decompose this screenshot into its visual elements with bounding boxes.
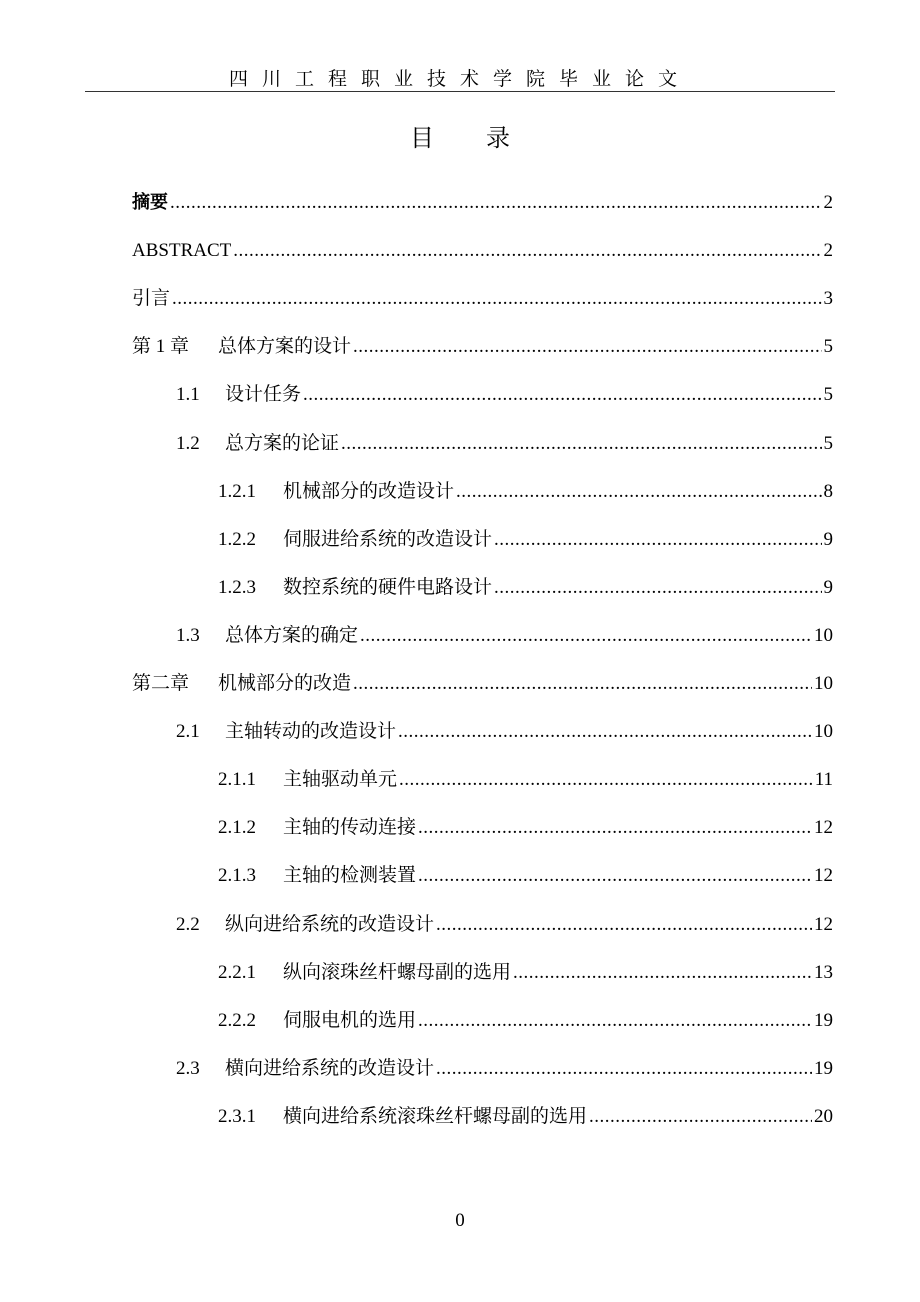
page-number: 0	[455, 1210, 465, 1231]
toc-entry-page: 5	[823, 432, 833, 454]
dot-leader	[494, 575, 821, 601]
toc-entry-page: 9	[823, 528, 833, 550]
toc-entry[interactable]	[218, 575, 833, 601]
toc-entry-title: 主轴的传动连接	[283, 817, 417, 839]
dot-leader	[494, 527, 821, 553]
dot-leader	[456, 479, 821, 505]
dot-leader	[436, 912, 812, 938]
toc-entry[interactable]	[176, 719, 833, 745]
title-char-1: 目	[410, 124, 434, 152]
dot-leader	[418, 863, 812, 889]
toc-entry[interactable]	[176, 382, 833, 408]
toc-entry-title: 主轴驱动单元	[283, 769, 398, 791]
toc-entry-number: 1.2.2	[218, 528, 256, 550]
toc-entry-title: 伺服进给系统的改造设计	[283, 528, 493, 550]
toc-entry-number: 1.3	[176, 624, 200, 646]
toc-entry-page: 19	[814, 1057, 833, 1079]
toc-entry-title: 横向进给系统滚珠丝杆螺母副的选用	[283, 1105, 588, 1127]
toc-entry[interactable]	[132, 286, 833, 312]
toc-entry-page: 10	[814, 721, 833, 743]
header-rule	[85, 91, 835, 92]
toc-entry-page: 10	[814, 673, 833, 694]
toc-entry-title: 总体方案的确定	[225, 624, 359, 646]
toc-entry[interactable]	[132, 334, 833, 360]
toc-entry-title: 机械部分的改造设计	[283, 480, 455, 502]
toc-entry-page: 3	[823, 288, 833, 310]
toc-entry[interactable]	[132, 238, 833, 264]
toc-entry-title: 机械部分的改造	[218, 673, 352, 694]
toc-entry[interactable]	[218, 960, 833, 986]
toc-entry-number: 2.3.1	[218, 1105, 256, 1127]
dot-leader	[399, 767, 813, 793]
toc-entry[interactable]	[218, 479, 833, 505]
toc-entry-number: 2.1	[176, 721, 200, 743]
toc-entry[interactable]	[218, 1104, 833, 1130]
toc-entry[interactable]	[176, 1056, 833, 1082]
toc-entry-page: 19	[814, 1009, 833, 1031]
title-char-2: 录	[486, 124, 510, 152]
toc-entry-number: 1.2.3	[218, 576, 256, 598]
dot-leader	[353, 334, 821, 360]
toc-entry-title: 伺服电机的选用	[283, 1009, 417, 1031]
running-header: 四川工程职业技术学院毕业论文	[228, 69, 691, 90]
toc-entry[interactable]	[176, 912, 833, 938]
page-title	[0, 118, 920, 153]
toc-entry[interactable]	[218, 815, 833, 841]
toc-entry-title: 摘要	[132, 192, 168, 213]
toc-entry-number: 1.2.1	[218, 480, 256, 502]
toc-entry-page: 12	[814, 913, 833, 935]
toc-entry-title: ABSTRACT	[132, 240, 232, 262]
toc-entry-page: 5	[823, 336, 833, 358]
toc-entry[interactable]	[218, 1008, 833, 1034]
toc-entry-number: 2.1.2	[218, 817, 256, 839]
toc-entry-title: 总方案的论证	[225, 432, 340, 454]
toc-entry-number: 2.1.1	[218, 769, 256, 791]
toc-entry-page: 11	[814, 769, 833, 791]
toc-entry-page: 2	[823, 192, 833, 213]
dot-leader	[418, 815, 812, 841]
dot-leader	[170, 190, 822, 216]
dot-leader	[418, 1008, 812, 1034]
toc-entry-page: 12	[814, 817, 833, 839]
toc-entry-page: 20	[814, 1105, 833, 1127]
toc-entry-title: 引言	[132, 288, 171, 310]
toc-entry[interactable]	[218, 767, 833, 793]
toc-entry[interactable]	[132, 190, 833, 216]
toc-entry-number: 1.2	[176, 432, 200, 454]
dot-leader	[172, 286, 821, 312]
toc-entry[interactable]	[176, 623, 833, 649]
toc-entry-page: 2	[823, 240, 833, 262]
toc-entry-title: 纵向滚珠丝杆螺母副的选用	[283, 961, 512, 983]
toc-entry[interactable]	[218, 863, 833, 889]
dot-leader	[589, 1104, 812, 1130]
toc-entry-page: 13	[814, 961, 833, 983]
toc-entry-title: 总体方案的设计	[218, 336, 352, 358]
toc-entry-number: 2.2.1	[218, 961, 256, 983]
toc-entry-title: 设计任务	[225, 384, 302, 406]
toc-entry[interactable]	[132, 671, 833, 697]
dot-leader	[398, 719, 812, 745]
toc-entry-page: 9	[823, 576, 833, 598]
toc-entry-page: 10	[814, 624, 833, 646]
dot-leader	[303, 382, 821, 408]
dot-leader	[513, 960, 812, 986]
toc-entry-title: 主轴转动的改造设计	[225, 721, 397, 743]
toc-entry-number: 2.2.2	[218, 1009, 256, 1031]
toc-entry-page: 12	[814, 865, 833, 887]
dot-leader	[341, 431, 821, 457]
toc-entry-title: 主轴的检测装置	[283, 865, 417, 887]
toc-entry-page: 8	[823, 480, 833, 502]
toc-entry-number: 2.3	[176, 1057, 200, 1079]
dot-leader	[233, 238, 821, 264]
toc-entry-number: 1.1	[176, 384, 200, 406]
toc-entry-title: 数控系统的硬件电路设计	[283, 576, 493, 598]
toc-entry[interactable]	[176, 431, 833, 457]
toc-entry-number: 2.1.3	[218, 865, 256, 887]
toc-entry-page: 5	[823, 384, 833, 406]
dot-leader	[436, 1056, 812, 1082]
dot-leader	[360, 623, 812, 649]
toc-entry-number: 2.2	[176, 913, 200, 935]
toc-entry-number: 第 1 章	[132, 336, 190, 358]
dot-leader	[353, 671, 812, 697]
toc-entry-title: 横向进给系统的改造设计	[225, 1057, 435, 1079]
toc-entry-title: 纵向进给系统的改造设计	[225, 913, 435, 935]
toc-entry[interactable]	[218, 527, 833, 553]
toc-entry-number: 第二章	[132, 673, 190, 694]
